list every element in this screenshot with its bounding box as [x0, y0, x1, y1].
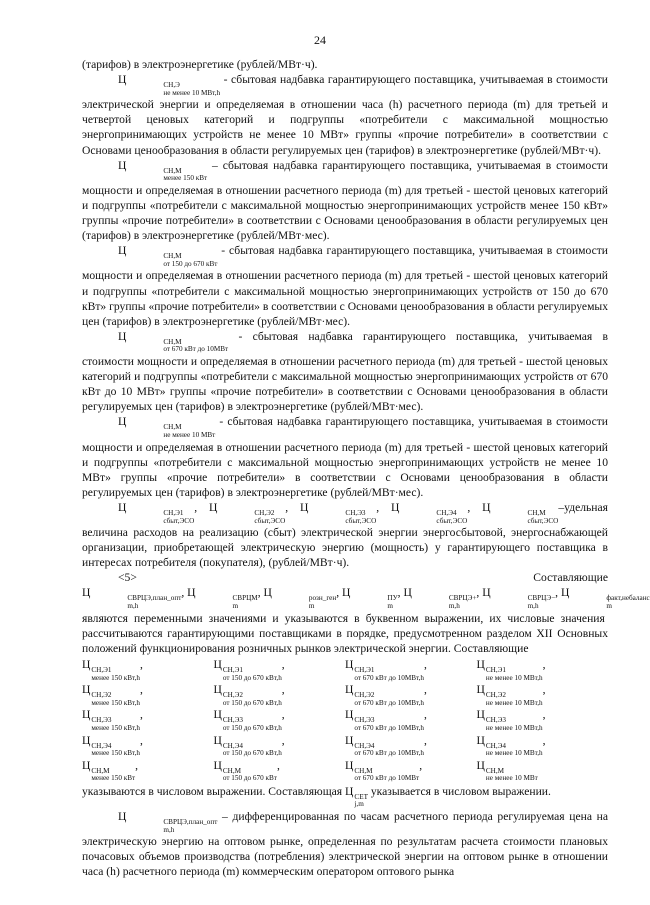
formula-base: Ц	[187, 586, 196, 600]
formula-sup: СН,Э1	[91, 665, 112, 674]
formula-separator: ,	[555, 586, 561, 600]
formula-sup: СН,Э2	[485, 691, 506, 700]
formula-symbol	[300, 500, 392, 525]
formula-grid-cell	[477, 682, 609, 707]
formula-symbol	[187, 586, 264, 611]
paragraph-text: - сбытовая надбавка гарантирующего поставщика, учитываемая в стоимости мощности и определяемая в отношении расчетного периода (m) для третьей - шестой ценовых категорий и подгруппы «потребители с максимальной мощностью энергопринимающих устройств от 150 до 670 кВт» группы «прочие потребители» в соответствии с Основами ценообразования в области регулируемых цен (тарифов) в электроэнергетике (рублей/МВт·мес).	[82, 244, 608, 328]
formula-separator: ,	[140, 683, 143, 697]
formula-grid-cell	[477, 657, 609, 682]
formula-base: Ц	[118, 244, 127, 258]
formula-grid-cell	[345, 733, 477, 758]
formula-symbol	[118, 500, 210, 525]
formula-base: Ц	[476, 657, 485, 671]
formula-sup: СВРЦЭ,план_опт	[127, 594, 182, 603]
formula-sup: СН,Э3	[345, 508, 366, 517]
formula-symbol	[82, 683, 143, 707]
formula-sub: m	[232, 602, 239, 611]
paragraph-text: - сбытовая надбавка гарантирующего поставщика, учитываемая в стоимости электрической энергии и определяемая в отношении часа (h) расчетного периода (m) для третьей и четвертой ценовых категорий и подгруппы «потребители с максимальной мощностью энергопринимающих устройств не менее 10 МВт» группы «прочие потребители» в соответствии с Основами ценообразования в области регулируемых цен (тарифов) в электроэнергетике (рублей/МВт·ч).	[82, 73, 608, 157]
formula-symbol	[342, 586, 404, 611]
formula-sup: СВРЦМ	[232, 594, 258, 603]
formula-symbol	[118, 158, 208, 183]
formula-separator: ,	[424, 683, 427, 697]
formula-grid-cell	[345, 707, 477, 732]
formula-sup: СВРЦЭ+	[448, 594, 477, 603]
formula-sup: СН,М	[222, 766, 242, 775]
formula-sub: от 150 до 670 кВт,h	[222, 749, 282, 758]
formula-sub: m	[308, 602, 315, 611]
formula-sub: не менее 10 МВт,h	[485, 749, 543, 758]
formula-sup: СН,Э1	[485, 665, 506, 674]
formula-sub: сбыт,ЭСО	[436, 516, 468, 525]
formula-base: Ц	[82, 758, 91, 772]
formula-separator: ,	[140, 733, 143, 747]
formula-symbol	[345, 708, 427, 732]
formula-sub: от 150 до 670 кВт,h	[222, 698, 282, 707]
formula-symbol	[213, 683, 285, 707]
formula-separator: ,	[467, 500, 483, 514]
formula-grid-cell	[477, 733, 609, 758]
formula-separator: ,	[376, 500, 392, 514]
formula-symbol	[476, 758, 538, 783]
formula-separator: ,	[194, 500, 210, 514]
formula-symbol	[482, 500, 559, 525]
formula-sub: не менее 10 МВт,h	[485, 723, 543, 732]
formula-separator: ,	[336, 586, 343, 600]
paragraph-sn-e-10mw	[82, 72, 608, 158]
formula-symbol	[213, 733, 285, 758]
formula-grid-cell	[82, 657, 214, 682]
formula-separator: ,	[476, 586, 483, 600]
formula-sub: от 670 кВт до 10МВт,h	[354, 723, 425, 732]
formula-base: Ц	[82, 708, 91, 722]
formula-grid-cell	[214, 657, 346, 682]
formula-separator: ,	[424, 708, 427, 722]
formula-grid-cell	[477, 707, 609, 732]
paragraph-text: – сбытовая надбавка гарантирующего поставщика, учитываемая в стоимости мощности и определяемая в отношении расчетного периода (m) для третьей - шестой ценовых категорий и подгруппы «потребители с максимальной мощностью энергопринимающих устройств менее 150 кВт» группы «прочие потребители» в соответствии с Основами ценообразования в области регулируемых цен (тарифов) в электроэнергетике (рублей/МВт·мес).	[82, 158, 608, 243]
paragraph-text: – дифференцированная по часам расчетного периода регулируемая цена на электрическую энергию на оптовом рынке, определенная по результатам расчета стоимости плановых почасовых объемов производства (потребления) электрической энергии на оптовом рынке в отношении часа (h) расчетного периода (m) коммерческим оператором оптового рынка	[82, 810, 608, 879]
formula-sub: m	[387, 602, 393, 611]
formula-sup: СН,Э4	[485, 741, 506, 750]
formula-base: Ц	[213, 708, 222, 722]
formula-base: Ц	[476, 683, 485, 697]
formula-base: Ц	[403, 586, 412, 600]
formula-sup: СН,М	[354, 766, 373, 775]
formula-list	[82, 586, 650, 611]
formula-sub: от 670 кВт до 10МВт,h	[354, 698, 425, 707]
formula-separator: ,	[424, 657, 427, 671]
formula-base: Ц	[213, 758, 222, 772]
formula-base: Ц	[118, 329, 127, 343]
formula-separator: ,	[181, 586, 188, 600]
formula-base: Ц	[300, 500, 309, 514]
formula-sup: СН,Э2	[222, 691, 243, 700]
formula-sup: СН,Э1	[354, 665, 375, 674]
paragraph-text: указывается в числовом выражении.	[367, 784, 551, 798]
formula-sup: СН,Э4	[91, 741, 112, 750]
formula-base: Ц	[345, 657, 354, 671]
formula-sub: сбыт,ЭСО	[163, 516, 195, 525]
formula-sub: менее 150 кВт,h	[91, 698, 140, 707]
formula-symbol	[345, 733, 427, 758]
formula-sub: от 150 до 670 кВт,h	[222, 723, 282, 732]
paragraph-text: являются переменными значениями и указываются в буквенном выражении, их числовые значения рассчитываются гарантирующими поставщиками в порядке, предусмотренном разделом XII Основных положений функционирования розничных рынков электрической энергии. Составляющие	[82, 611, 608, 655]
paragraph-text: указываются в числовом выражении. Составляющая	[82, 784, 346, 798]
formula-symbol	[345, 784, 368, 809]
formula-sup: СВРЦЭ,план_опт	[163, 818, 218, 827]
formula-base: Ц	[476, 708, 485, 722]
formula-base: Ц	[345, 733, 354, 747]
formula-symbol	[476, 733, 546, 758]
formula-sub: менее 150 кВт	[163, 174, 208, 183]
formula-base: Ц	[482, 500, 491, 514]
formula-symbol	[476, 657, 546, 682]
paragraph-tariff-tail: (тарифов) в электроэнергетике (рублей/МВт·ч).	[82, 58, 318, 71]
formula-separator: ,	[542, 683, 546, 697]
formula-base: Ц	[213, 733, 222, 747]
formula-base: Ц	[342, 586, 351, 600]
formula-sub: от 150 до 670 кВт	[163, 259, 218, 268]
formula-grid-cell	[82, 682, 214, 707]
formula-grid-cell	[82, 707, 214, 732]
formula-separator: ,	[281, 657, 285, 671]
formula-symbol	[482, 586, 561, 611]
formula-sub: не менее 10 МВт	[163, 430, 216, 439]
formula-list	[118, 500, 559, 525]
paragraph-sn-m-150kw	[82, 158, 608, 244]
formula-base: Ц	[345, 758, 354, 772]
formula-separator: ,	[140, 708, 143, 722]
formula-symbol	[213, 708, 285, 732]
formula-symbol	[213, 657, 285, 682]
formula-sub: сбыт,ЭСО	[254, 516, 286, 525]
formula-sup: розн_ген	[308, 594, 337, 603]
formula-separator: ,	[281, 733, 285, 747]
formula-base: Ц	[560, 586, 570, 600]
formula-base: Ц	[263, 586, 272, 600]
formula-sup: СН,Э2	[91, 691, 112, 700]
formula-symbol	[82, 758, 139, 783]
formula-separator: ,	[542, 657, 546, 671]
formula-symbol	[391, 500, 483, 525]
formula-sup: СН,Э1	[222, 665, 243, 674]
formula-symbol	[403, 586, 483, 611]
formula-grid-cell	[214, 733, 346, 758]
paragraph-text: - сбытовая надбавка гарантирующего поставщика, учитываемая в стоимости мощности и определяемая в отношении расчетного периода (m) для третьей - шестой ценовых категорий и подгруппы «потребители с максимальной мощностью энергопринимающих устройств не менее 10 МВт» группы «прочие потребители» в соответствии с Основами ценообразования в области регулируемых цен (тарифов) в электроэнергетике (рублей/МВт·мес).	[82, 415, 608, 499]
formula-sub: m,h	[127, 602, 139, 611]
formula-sub: m	[606, 602, 612, 611]
formula-sup: СН,Э3	[354, 716, 375, 725]
formula-sup: СН,Э3	[485, 716, 506, 725]
formula-symbol	[118, 73, 221, 97]
formula-base: Ц	[118, 810, 127, 824]
formula-base: Ц	[82, 683, 91, 697]
formula-base: Ц	[345, 784, 354, 798]
formula-sup: СВРЦЭ−	[527, 594, 556, 603]
formula-symbol	[345, 683, 427, 707]
formula-grid-cell	[345, 657, 477, 682]
formula-sup: СН,М	[163, 252, 182, 261]
formula-sub: не менее 10 МВт	[485, 774, 538, 783]
formula-symbol	[345, 657, 427, 682]
formula-base: Ц	[213, 657, 222, 671]
formula-sup: СН,М	[163, 337, 182, 346]
footnote-lead: <5> Составляющие	[118, 571, 608, 585]
formula-separator: ,	[419, 758, 423, 772]
formula-separator: ,	[281, 683, 285, 697]
formula-sub: сбыт,ЭСО	[527, 516, 559, 525]
formula-base: Ц	[82, 586, 91, 600]
formula-grid-cell	[82, 758, 214, 783]
formula-symbol	[118, 329, 229, 354]
formula-grid-cell	[214, 707, 346, 732]
formula-sup: СН,Э4	[354, 741, 375, 750]
formula-base: Ц	[82, 733, 91, 747]
formula-sub: от 670 кВт до 10МВт	[354, 774, 420, 783]
paragraph-sn-m-670kw-10mw	[82, 329, 608, 415]
formula-symbol	[263, 586, 343, 611]
formula-grid-cell	[345, 682, 477, 707]
formula-grid-cell	[477, 758, 609, 783]
formula-grid-cell	[345, 758, 477, 783]
formula-sub: не менее 10 МВт,h	[485, 673, 543, 682]
formula-sub: не менее 10 МВт,h	[485, 698, 543, 707]
paragraph-footnote-5	[82, 570, 650, 656]
paragraph-sn-m-10mw	[82, 414, 608, 500]
paragraph-text: –удельная величина расходов на реализацию (сбыт) электрической энергии энергосбытовой, энергоснабжающей организации, приобретающей электрическую энергию (мощность) у гарантирующего поставщика в интересах потребителя (покупателя), (рублей/МВт·ч).	[82, 500, 608, 570]
formula-symbol	[476, 708, 546, 732]
formula-sub: m,h	[527, 602, 539, 611]
formula-sup: СН,М	[163, 423, 182, 432]
formula-sup: СН,Э3	[222, 716, 243, 725]
formula-sub: менее 150 кВт,h	[91, 749, 140, 758]
formula-base: Ц	[82, 657, 91, 671]
formula-sub: менее 150 кВт,h	[91, 673, 140, 682]
formula-separator: ,	[140, 657, 143, 671]
formula-separator: ,	[542, 733, 546, 747]
formula-sup: СН,Э4	[222, 741, 243, 750]
paragraph-eso-costs	[82, 500, 608, 570]
formula-symbol	[118, 810, 218, 834]
formula-sub: не менее 10 МВт,h	[163, 88, 221, 97]
formula-base: Ц	[482, 586, 491, 600]
formula-symbol	[118, 415, 216, 439]
formula-sup: СН,Э	[163, 81, 180, 90]
formula-sub: m,h	[448, 602, 460, 611]
formula-base: Ц	[345, 683, 354, 697]
formula-base: Ц	[118, 73, 127, 87]
document-body	[82, 57, 650, 880]
formula-base: Ц	[345, 708, 354, 722]
paragraph-svrce-plan	[82, 809, 608, 879]
formula-sub: m,h	[163, 825, 175, 834]
formula-symbol	[82, 586, 188, 611]
formula-symbol	[118, 244, 218, 268]
formula-separator: ,	[135, 758, 139, 772]
formula-base: Ц	[209, 500, 218, 514]
formula-grid	[82, 657, 608, 783]
formula-separator: ,	[285, 500, 301, 514]
formula-separator: ,	[542, 708, 546, 722]
formula-sup: СН,Э2	[254, 508, 275, 517]
formula-sup: факт,небаланс	[606, 594, 650, 603]
formula-sub: от 670 кВт до 10МВт,h	[354, 673, 425, 682]
paragraph-numeric-note	[82, 784, 608, 809]
formula-base: Ц	[118, 415, 127, 429]
formula-base: Ц	[476, 758, 485, 772]
formula-base: Ц	[391, 500, 400, 514]
formula-grid-cell	[214, 682, 346, 707]
formula-symbol	[209, 500, 301, 525]
formula-symbol	[82, 708, 143, 732]
formula-sub: от 670 кВт до 10МВт,h	[354, 749, 425, 758]
page-number: 24	[314, 33, 326, 47]
formula-sup: СН,Э1	[163, 508, 184, 517]
formula-symbol	[345, 758, 423, 783]
formula-separator: ,	[424, 733, 427, 747]
formula-sub: от 150 до 670 кВт	[222, 774, 277, 783]
formula-sub: сбыт,ЭСО	[345, 516, 377, 525]
formula-grid-cell	[214, 758, 346, 783]
formula-sup: СН,Э2	[354, 691, 375, 700]
formula-separator: ,	[397, 586, 404, 600]
formula-base: Ц	[118, 500, 127, 514]
formula-separator: ,	[257, 586, 264, 600]
formula-grid-cell	[82, 733, 214, 758]
formula-sub: j,m	[354, 800, 364, 809]
formula-symbol	[82, 733, 143, 758]
formula-sup: СН,М	[163, 166, 182, 175]
formula-sub: от 150 до 670 кВт,h	[222, 673, 282, 682]
formula-sup: СН,М	[485, 766, 505, 775]
formula-base: Ц	[213, 683, 222, 697]
formula-sup: СН,Э4	[436, 508, 457, 517]
formula-sup: СН,Э3	[91, 716, 112, 725]
formula-symbol	[560, 586, 650, 611]
formula-separator: ,	[276, 758, 280, 772]
formula-separator: ,	[281, 708, 285, 722]
formula-sub: от 670 кВт до 10МВт	[163, 345, 229, 354]
formula-sub: менее 150 кВт,h	[91, 723, 140, 732]
paragraph-text: - сбытовая надбавка гарантирующего поставщика, учитываемая в стоимости мощности и определяемая в отношении расчетного периода (m) для третьей - шестой ценовых категорий и подгруппы «потребители с максимальной мощностью энергопринимающих устройств от 670 кВт до 10 МВт» группы «прочие потребители» в соответствии с Основами ценообразования в области регулируемых цен (тарифов) в электроэнергетике (рублей/МВт·мес).	[82, 329, 608, 414]
formula-base: Ц	[118, 158, 127, 172]
formula-sup: СН,М	[527, 508, 546, 517]
formula-sub: менее 150 кВт	[91, 774, 136, 783]
formula-symbol	[213, 758, 280, 783]
formula-sup: СН,М	[91, 766, 110, 775]
formula-symbol	[476, 683, 546, 707]
formula-symbol	[82, 657, 143, 682]
formula-sup: СЕТ	[354, 792, 368, 801]
paragraph-sn-m-150-670kw	[82, 243, 608, 329]
formula-base: Ц	[476, 733, 485, 747]
formula-sup: ПУ	[387, 594, 398, 603]
